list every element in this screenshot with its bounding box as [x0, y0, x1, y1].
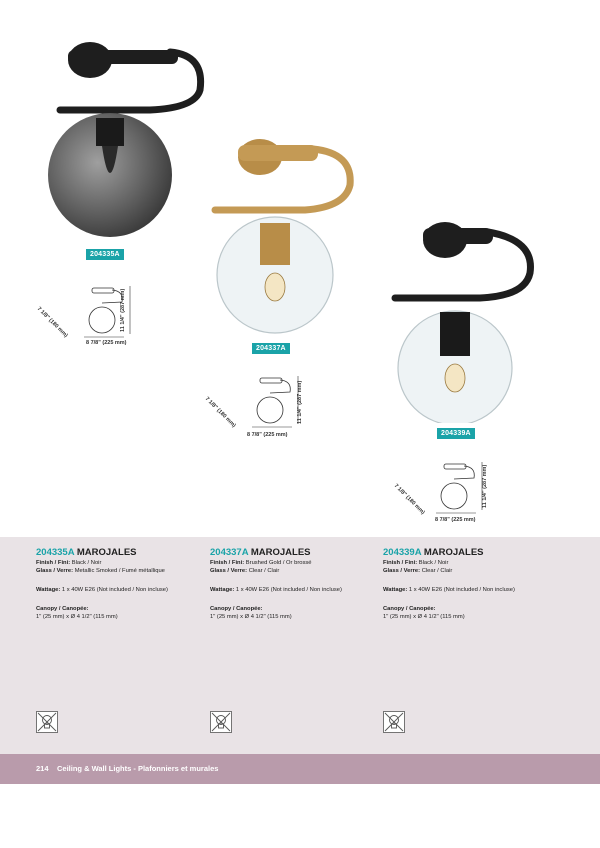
glass-value: Metallic Smoked / Fumé métallique — [74, 568, 165, 574]
product-image-204339A — [390, 218, 550, 423]
product-tag: 204337A — [252, 343, 290, 354]
product-tag: 204339A — [437, 428, 475, 439]
spec-column — [383, 547, 553, 622]
product-code: 204337A — [210, 547, 249, 558]
product-name: MAROJALES — [250, 547, 311, 558]
dimension-depth: 7 1/8" (180 mm) — [392, 483, 426, 516]
glass-label: Glass / Verre: — [210, 568, 248, 574]
bulb-not-included-icon — [383, 711, 405, 733]
wattage-label: Wattage: — [383, 587, 408, 593]
canopy-value: 1" (25 mm) x Ø 4 1/2" (115 mm) — [36, 614, 118, 620]
finish-value: Black / Noir — [418, 560, 449, 566]
wattage-value: 1 x 40W E26 (Not included / Non incluse) — [61, 587, 168, 593]
product-code: 204339A — [383, 547, 422, 558]
product-title — [210, 547, 380, 558]
glass-line — [36, 567, 206, 576]
product-code: 204335A — [36, 547, 75, 558]
finish-label: Finish / Fini: — [383, 560, 418, 566]
finish-value: Brushed Gold / Or brossé — [245, 560, 312, 566]
glass-label: Glass / Verre: — [383, 568, 421, 574]
spec-column — [210, 547, 380, 622]
dimension-depth: 7 1/8" (180 mm) — [35, 306, 69, 339]
page-footer — [0, 754, 600, 784]
product-image-204335A — [40, 30, 220, 245]
spec-column — [36, 547, 206, 622]
dimension-width: 8 7/8" (225 mm) — [86, 340, 127, 346]
dimension-drawing — [248, 372, 303, 430]
canopy-label: Canopy / Canopée: — [383, 606, 436, 612]
dimension-height: 11 1/4" (287 mm) — [120, 288, 126, 332]
dimension-height: 11 1/4" (287 mm) — [482, 464, 488, 508]
bulb-not-included-icon — [210, 711, 232, 733]
canopy-value: 1" (25 mm) x Ø 4 1/2" (115 mm) — [383, 614, 465, 620]
canopy-label: Canopy / Canopée: — [36, 606, 89, 612]
wattage-label: Wattage: — [36, 587, 61, 593]
wattage-label: Wattage: — [210, 587, 235, 593]
glass-line — [383, 567, 553, 576]
finish-label: Finish / Fini: — [36, 560, 71, 566]
wattage-line — [36, 586, 206, 595]
product-title — [383, 547, 553, 558]
page-number: 214 — [36, 764, 49, 773]
bulb-not-included-icon — [36, 711, 58, 733]
dimension-width: 8 7/8" (225 mm) — [247, 432, 288, 438]
product-tag: 204335A — [86, 249, 124, 260]
canopy-value: 1" (25 mm) x Ø 4 1/2" (115 mm) — [210, 614, 292, 620]
dimension-width: 8 7/8" (225 mm) — [435, 517, 476, 523]
finish-value: Black / Noir — [71, 560, 102, 566]
wattage-line — [210, 586, 380, 595]
wattage-value: 1 x 40W E26 (Not included / Non incluse) — [408, 587, 515, 593]
dimension-height: 11 1/4" (287 mm) — [297, 380, 303, 424]
product-name: MAROJALES — [76, 547, 137, 558]
spec-panel — [0, 537, 600, 754]
product-name: MAROJALES — [423, 547, 484, 558]
glass-line — [210, 567, 380, 576]
canopy-label: Canopy / Canopée: — [210, 606, 263, 612]
glass-label: Glass / Verre: — [36, 568, 74, 574]
wattage-value: 1 x 40W E26 (Not included / Non incluse) — [235, 587, 342, 593]
dimension-depth: 7 1/8" (180 mm) — [203, 396, 237, 429]
dimension-drawing — [80, 282, 135, 340]
wattage-line — [383, 586, 553, 595]
product-title — [36, 547, 206, 558]
glass-value: Clear / Clair — [248, 568, 280, 574]
glass-value: Clear / Clair — [421, 568, 453, 574]
product-image-204337A — [205, 135, 370, 340]
footer-section-title: Ceiling & Wall Lights - Plafonniers et murales — [57, 764, 219, 773]
dimension-drawing — [432, 458, 487, 516]
finish-label: Finish / Fini: — [210, 560, 245, 566]
